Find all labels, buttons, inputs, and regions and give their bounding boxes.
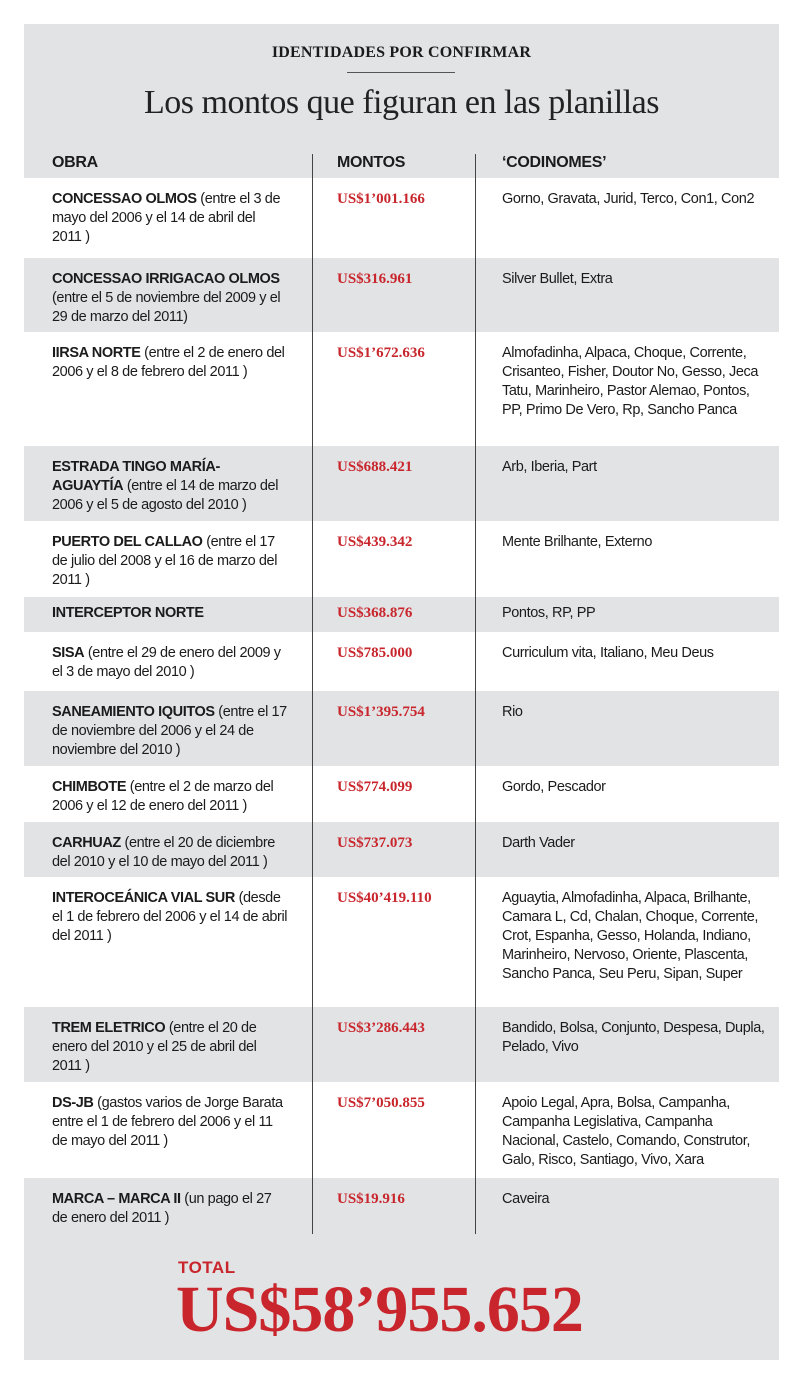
amount-cell: US$19.916 xyxy=(337,1191,405,1207)
codinomes-cell: Bandido, Bolsa, Conjunto, Despesa, Dupla, Pelado, Vivo xyxy=(502,1020,765,1055)
obra-name: CONCESSAO IRRIGACAO OLMOS xyxy=(52,271,280,287)
obra-name: TREM ELETRICO xyxy=(52,1020,166,1036)
column-header-codinomes: ‘CODINOMES’ xyxy=(502,154,607,171)
codinomes-cell: Mente Brilhante, Externo xyxy=(502,534,652,550)
obra-name: INTERCEPTOR NORTE xyxy=(52,605,204,621)
obra-cell xyxy=(52,778,288,816)
obra-name: CARHUAZ xyxy=(52,835,121,851)
amount-cell: US$1’395.754 xyxy=(337,704,425,720)
obra-cell xyxy=(52,190,288,247)
obra-cell xyxy=(52,889,288,946)
amount-cell: US$40’419.110 xyxy=(337,890,432,906)
table-row xyxy=(24,178,779,258)
obra-cell xyxy=(52,644,288,682)
obra-period: (entre el 5 de noviembre del 2009 y el 29 de marzo del 2011) xyxy=(52,290,281,325)
codinomes-cell: Curriculum vita, Italiano, Meu Deus xyxy=(502,645,714,661)
obra-cell xyxy=(52,270,288,327)
column-header-montos: MONTOS xyxy=(337,154,406,171)
obra-name: CHIMBOTE xyxy=(52,779,127,795)
obra-period: (entre el 20 de enero del 2010 y el 25 de abril del 2011 ) xyxy=(52,1020,257,1074)
obra-cell xyxy=(52,458,288,515)
obra-period: (desde el 1 de febrero del 2006 y el 14 de abril del 2011 ) xyxy=(52,890,288,944)
obra-period: (entre el 17 de julio del 2008 y el 16 de marzo del 2011 ) xyxy=(52,534,278,588)
amount-cell: US$368.876 xyxy=(337,605,413,621)
amounts-table xyxy=(24,178,779,1241)
table-row xyxy=(24,1007,779,1082)
obra-name: PUERTO DEL CALLAO xyxy=(52,534,203,550)
obra-name: CONCESSAO OLMOS xyxy=(52,191,197,207)
total-box xyxy=(24,1242,779,1360)
obra-period: (entre el 14 de marzo del 2006 y el 5 de agosto del 2010 ) xyxy=(52,478,279,513)
column-header-obra: OBRA xyxy=(52,154,98,171)
table-row xyxy=(24,597,779,632)
obra-cell xyxy=(52,703,288,760)
table-row xyxy=(24,1178,779,1241)
obra-period: (entre el 3 de mayo del 2006 y el 14 de abril del 2011 ) xyxy=(52,191,281,245)
table-row xyxy=(24,332,779,446)
table-row xyxy=(24,766,779,822)
codinomes-cell: Aguaytia, Almofadinha, Alpaca, Brilhante, Camara L, Cd, Chalan, Choque, Corrente, Crot, Espanha, Gesso, Holanda, Indiano, Marinheiro, Nervoso, Oriente, Plascenta, Sancho Panca, Seu Peru, Sipan, Super xyxy=(502,890,759,982)
codinomes-cell: Almofadinha, Alpaca, Choque, Corrente, Crisanteo, Fisher, Doutor No, Gesso, Jeca Tatu, Marinheiro, Pastor Alemao, Pontos, PP, Primo De Vero, Rp, Sancho Panca xyxy=(502,345,758,418)
obra-cell xyxy=(52,1190,288,1228)
obra-cell xyxy=(52,1094,288,1151)
obra-name: SANEAMIENTO IQUITOS xyxy=(52,704,215,720)
codinomes-cell: Caveira xyxy=(502,1191,550,1207)
obra-period: (entre el 2 de enero del 2006 y el 8 de febrero del 2011 ) xyxy=(52,345,285,380)
codinomes-cell: Silver Bullet, Extra xyxy=(502,271,613,287)
obra-period: (entre el 17 de noviembre del 2006 y el 24 de noviembre del 2010 ) xyxy=(52,704,287,758)
table-row xyxy=(24,877,779,1007)
table-row xyxy=(24,632,779,691)
codinomes-cell: Arb, Iberia, Part xyxy=(502,459,597,475)
obra-cell xyxy=(52,834,288,872)
total-label: TOTAL xyxy=(178,1258,236,1277)
obra-period: (entre el 20 de diciembre del 2010 y el 10 de mayo del 2011 ) xyxy=(52,835,275,870)
infographic-panel xyxy=(24,24,779,1360)
amount-cell: US$439.342 xyxy=(337,534,413,550)
codinomes-cell: Pontos, RP, PP xyxy=(502,605,596,621)
obra-cell xyxy=(52,604,288,623)
amount-cell: US$1’672.636 xyxy=(337,345,425,361)
obra-period: (entre el 2 de marzo del 2006 y el 12 de enero del 2011 ) xyxy=(52,779,274,814)
kicker: IDENTIDADES POR CONFIRMAR xyxy=(271,44,532,61)
obra-name: MARCA – MARCA II xyxy=(52,1191,181,1207)
obra-period: (gastos varios de Jorge Barata entre el 1 de febrero del 2006 y el 11 de mayo del 2011 ) xyxy=(52,1095,283,1149)
amount-cell: US$737.073 xyxy=(337,835,413,851)
obra-name: ESTRADA TINGO MARÍA-AGUAYTÍA xyxy=(52,459,220,494)
table-row xyxy=(24,1082,779,1178)
table-row xyxy=(24,822,779,877)
page-title: Los montos que figuran en las planillas xyxy=(144,84,659,121)
amount-cell: US$7’050.855 xyxy=(337,1095,425,1111)
obra-cell xyxy=(52,344,288,382)
obra-period: (un pago el 27 de enero del 2011 ) xyxy=(52,1191,272,1226)
table-row xyxy=(24,691,779,766)
codinomes-cell: Gorno, Gravata, Jurid, Terco, Con1, Con2 xyxy=(502,191,755,207)
header xyxy=(24,24,779,169)
column-divider xyxy=(475,154,476,1234)
table-row xyxy=(24,521,779,597)
obra-name: IIRSA NORTE xyxy=(52,345,141,361)
obra-name: SISA xyxy=(52,645,85,661)
obra-name: DS-JB xyxy=(52,1095,94,1111)
table-row xyxy=(24,446,779,521)
codinomes-cell: Apoio Legal, Apra, Bolsa, Campanha, Campanha Legislativa, Campanha Nacional, Castelo, Comando, Construtor, Galo, Risco, Santiago, Vivo, Xara xyxy=(502,1095,750,1168)
obra-name: INTEROCEÁNICA VIAL SUR xyxy=(52,890,235,906)
amount-cell: US$785.000 xyxy=(337,645,413,661)
amount-cell: US$774.099 xyxy=(337,779,413,795)
amount-cell: US$1’001.166 xyxy=(337,191,425,207)
amount-cell: US$688.421 xyxy=(337,459,413,475)
codinomes-cell: Darth Vader xyxy=(502,835,575,851)
amount-cell: US$316.961 xyxy=(337,271,413,287)
column-divider xyxy=(312,154,313,1234)
obra-cell xyxy=(52,533,288,590)
amount-cell: US$3’286.443 xyxy=(337,1020,425,1036)
codinomes-cell: Gordo, Pescador xyxy=(502,779,606,795)
total-value: US$58’955.652 xyxy=(176,1273,583,1346)
obra-period: (entre el 29 de enero del 2009 y el 3 de mayo del 2010 ) xyxy=(52,645,281,680)
table-row xyxy=(24,258,779,332)
obra-cell xyxy=(52,1019,288,1076)
divider xyxy=(347,72,455,73)
codinomes-cell: Rio xyxy=(502,704,523,720)
